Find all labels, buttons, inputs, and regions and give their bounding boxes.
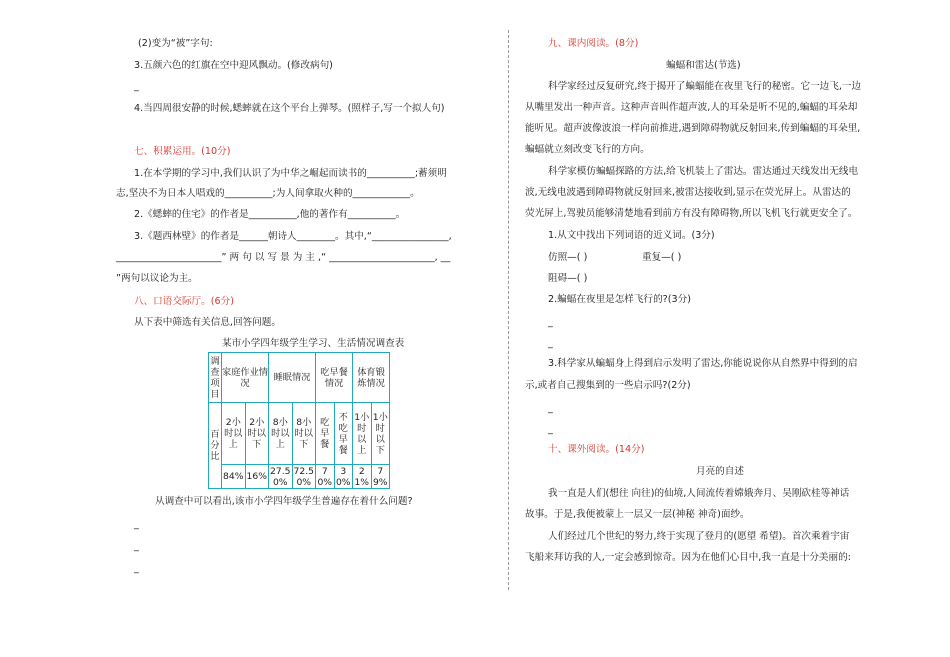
sub-cell: 1小时以上: [353, 403, 372, 465]
sub-cell: 2小时以上: [222, 403, 246, 465]
sub-cell: 不吃早餐: [334, 403, 353, 465]
p9-line: 波,无线电波遇到障碍物就反射回来,被雷达接收到,显示在荧光屏上。从雷达的: [525, 187, 851, 198]
s7-item-3a: 3.《题西林壁》的作者是______朝诗人________。其中,“________________,: [134, 231, 452, 242]
p9-line: 从嘴里发出一种声音。这种声音叫作超声波,人的耳朵是听不见的,蝙蝠的耳朵却: [525, 102, 858, 113]
passage-10-title: 月亮的自述: [696, 466, 744, 477]
value-cell: 21%: [354, 465, 370, 488]
s8-question: 从调查中可以看出,该市小学四年级学生普遍存在着什么问题?: [155, 496, 413, 507]
header-exercise: 体育锻炼情况: [353, 353, 390, 403]
q6-passive: (2)变为“被”字句:: [138, 38, 213, 49]
section-7-heading: 七、积累运用。(10分): [134, 146, 231, 157]
q9-1c: 阻碍—( ): [548, 273, 588, 284]
p10-line: 故事。于是,我便被蒙上一层又一层(神秘 神奇)面纱。: [525, 509, 750, 520]
answer-line: _: [134, 541, 139, 552]
s7-item-1a: 1.在本学期的学习中,我们认识了为中华之崛起而读书的__________;蓄须明: [134, 168, 447, 179]
answer-line: _: [134, 81, 139, 92]
value-cell: 30%: [335, 465, 351, 488]
answer-line: _: [134, 519, 139, 530]
q9-1a: 仿照—( ): [548, 252, 588, 263]
value-cell: 84%: [222, 465, 246, 489]
table-title: 某市小学四年级学生学习、生活情况调查表: [222, 338, 405, 349]
q9-3a: 3.科学家从蝙蝠身上得到启示发明了雷达,你能说说你从自然界中得到的启: [548, 358, 858, 369]
q9-1b: 重复—( ): [642, 252, 682, 263]
s7-item-2: 2.《蟋蟀的住宅》的作者是__________,他的著作有__________。: [134, 209, 406, 220]
q6-item-4: 4.当四周很安静的时候,蟋蟀就在这个平台上弹琴。(照样子,写一个拟人句): [134, 103, 445, 114]
survey-table: [208, 352, 390, 489]
section-10-heading: 十、课外阅读。(14分): [548, 444, 645, 455]
s7-item-3b: ______________________” 两 句 以 写 景 为 主 ,“ ______________________, __: [116, 252, 451, 263]
section-9-heading: 九、课内阅读。(8分): [548, 38, 639, 49]
q9-1: 1.从文中找出下列词语的近义词。(3分): [548, 230, 715, 241]
header-homework: 家庭作业情况: [222, 353, 269, 403]
sub-cell: 1小时以下: [371, 403, 390, 465]
q9-2: 2.蝙蝠在夜里是怎样飞行的?(3分): [548, 294, 691, 305]
p9-line: 科学家模仿蝙蝠探路的方法,给飞机装上了雷达。雷达通过天线发出无线电: [548, 166, 859, 177]
column-divider: [508, 30, 509, 590]
p10-line: 人们经过几个世纪的努力,终于实现了登月的(愿望 希望)。首次乘着宇宙: [548, 531, 850, 542]
value-cell: 70%: [317, 465, 333, 488]
value-cell: 72.50%: [293, 465, 314, 488]
p9-line: 科学家经过反复研究,终于揭开了蝙蝠能在夜里飞行的秘密。它一边飞,一边: [548, 81, 862, 92]
section-8-heading: 八、口语交际厅。(6分): [134, 296, 234, 307]
percent-label: 百分比: [209, 403, 222, 489]
p9-line: 蝙蝠就立刻改变飞行的方向。: [525, 144, 650, 155]
sub-cell: 8小时以上: [269, 403, 293, 465]
header-item: 调查项目: [209, 353, 222, 403]
p9-line: 荧光屏上,驾驶员能够清楚地看到前方有没有障碍物,所以飞机飞行就更安全了。: [525, 208, 858, 219]
s7-item-1b: 志,坚决不为日本人唱戏的__________;为人间拿取火种的____________。: [116, 188, 420, 199]
value-cell: 79%: [372, 465, 388, 488]
p9-line: 能听见。超声波像波浪一样向前推进,遇到障碍物就反射回来,传到蝙蝠的耳朵里,: [525, 123, 861, 134]
value-cell: 27.50%: [270, 465, 291, 488]
value-cell: 16%: [245, 465, 269, 489]
answer-line: _: [548, 338, 553, 349]
sub-cell: 2小时以下: [245, 403, 269, 465]
q6-item-3: 3.五颜六色的红旗在空中迎风飘动。(修改病句): [134, 60, 333, 71]
answer-line: _: [548, 424, 553, 435]
q9-3b: 示,或者自己搜集到的一些启示吗?(2分): [525, 380, 691, 391]
answer-line: _: [548, 317, 553, 328]
passage-9-title: 蝙蝠和雷达(节选): [666, 60, 741, 71]
answer-line: _: [134, 563, 139, 574]
p10-line: 飞船来拜访我的人,一定会感到惊奇。因为在他们心目中,我一直是十分美丽的:: [525, 552, 851, 563]
s7-item-3c: ”两句以议论为主。: [116, 273, 198, 284]
p10-line: 我一直是人们(想往 向往)的仙境,人间流传着嫦娥奔月、吴刚砍桂等神话: [548, 488, 850, 499]
header-sleep: 睡眠情况: [269, 353, 316, 403]
sub-cell: 吃早餐: [316, 403, 335, 465]
header-breakfast: 吃早餐情况: [316, 353, 353, 403]
answer-line: _: [548, 403, 553, 414]
s8-intro: 从下表中筛选有关信息,回答问题。: [134, 317, 281, 328]
sub-cell: 8小时以下: [292, 403, 316, 465]
